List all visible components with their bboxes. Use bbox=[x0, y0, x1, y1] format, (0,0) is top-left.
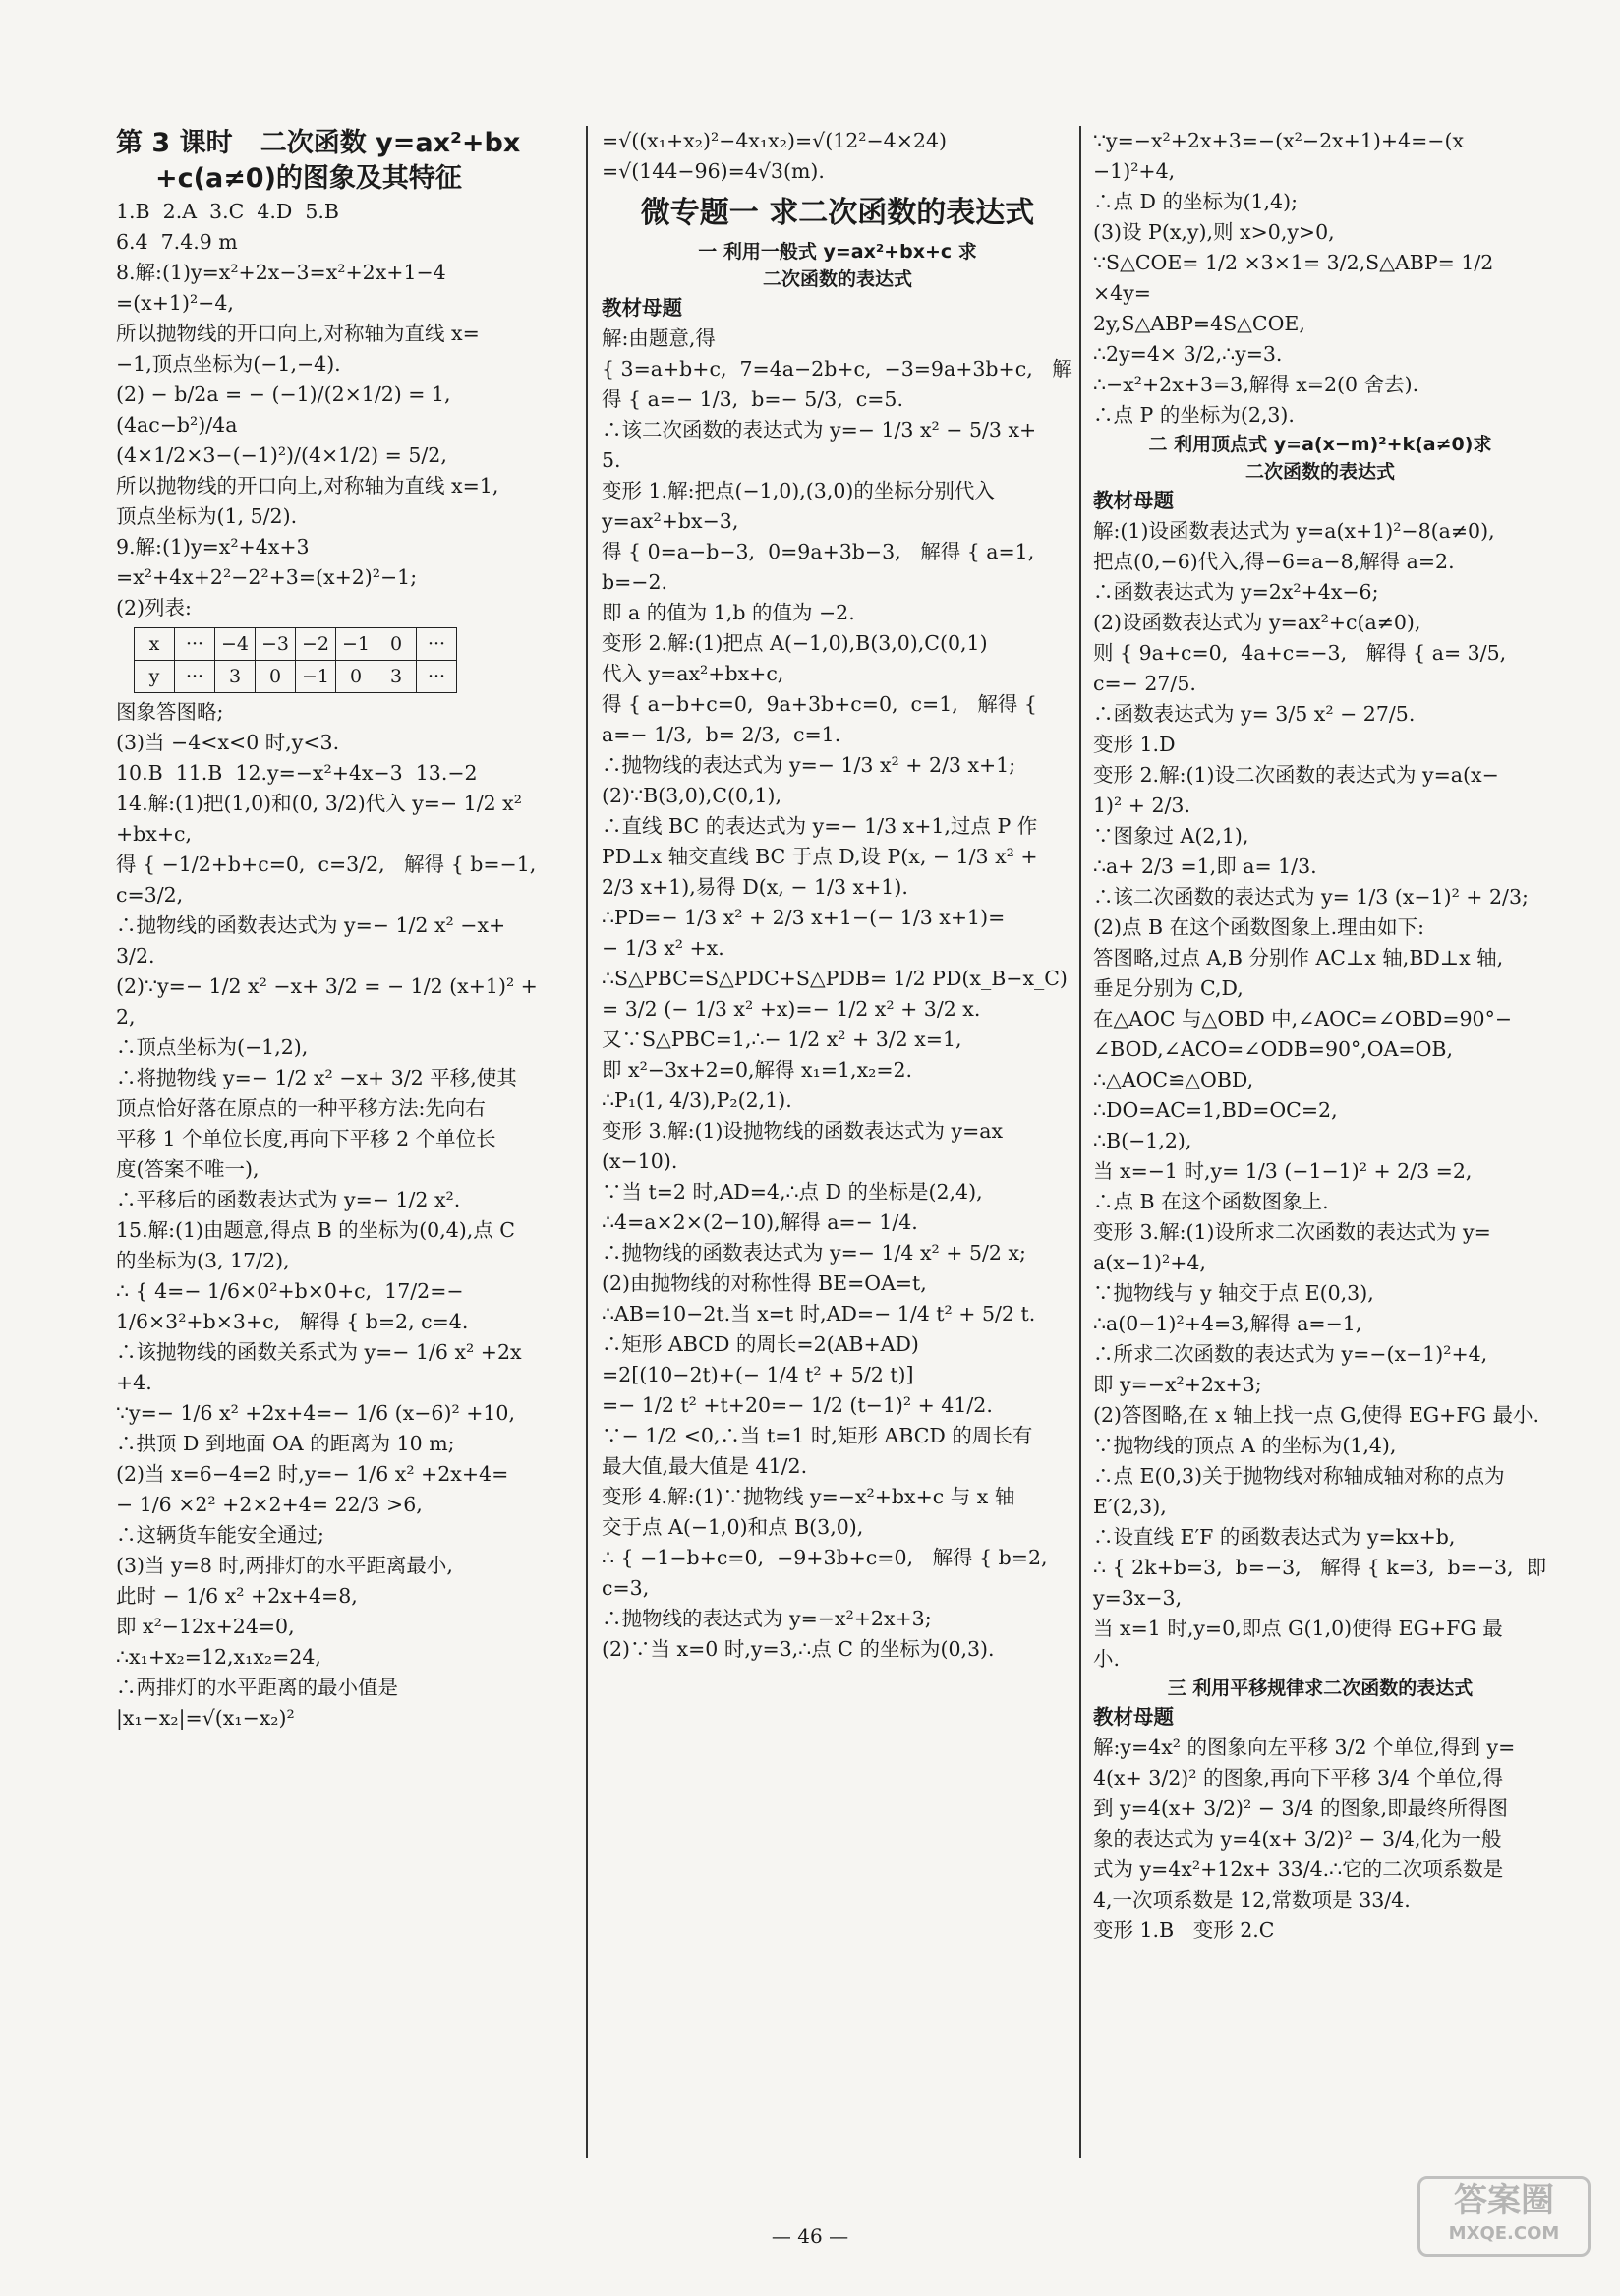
answer-line: 6.4 7.4.9 m bbox=[116, 230, 238, 254]
answer-line: ∵y=− 1/6 x² +2x+4=− 1/6 (x−6)² +10, bbox=[116, 1401, 515, 1425]
answer-lines bbox=[1093, 486, 1553, 1675]
answer-line: 即 x²−12x+24=0, bbox=[116, 1615, 295, 1638]
answer-line: =x²+4x+2²−2²+3=(x+2)²−1; bbox=[116, 565, 418, 589]
answer-line: = 3/2 (− 1/3 x² +x)=− 1/2 x² + 3/2 x. bbox=[602, 997, 981, 1021]
column-right bbox=[1093, 126, 1553, 2188]
answer-line: (2)∵B(3,0),C(0,1), bbox=[602, 784, 782, 807]
answer-line: ∴该二次函数的表达式为 y= 1/3 (x−1)² + 2/3; bbox=[1093, 885, 1529, 909]
table-cell: ··· bbox=[175, 661, 215, 693]
answer-line: 此时 − 1/6 x² +2x+4=8, bbox=[116, 1584, 358, 1608]
answer-line: ∴平移后的函数表达式为 y=− 1/2 x². bbox=[116, 1188, 461, 1211]
answer-line: 变形 1.解:把点(−1,0),(3,0)的坐标分别代入 bbox=[602, 479, 995, 502]
answer-line: 得 { −1/2+b+c=0, c=3/2, 解得 { b=−1, c=3/2, bbox=[116, 853, 550, 907]
table-cell: y bbox=[135, 661, 175, 693]
section-title: 三 利用平移规律求二次函数的表达式 bbox=[1167, 1678, 1474, 1699]
answer-line: 10.B 11.B 12.y=−x²+4x−3 13.−2 bbox=[116, 761, 478, 785]
answer-lines bbox=[602, 293, 1073, 1665]
answer-line: 2, bbox=[116, 1005, 136, 1029]
answer-line: ∴所求二次函数的表达式为 y=−(x−1)²+4, bbox=[1093, 1342, 1488, 1366]
answer-line: 又∵S△PBC=1,∴− 1/2 x² + 3/2 x=1, bbox=[602, 1028, 962, 1051]
answer-line: +4. bbox=[116, 1371, 152, 1394]
answer-line: 8.解:(1)y=x²+2x−3=x²+2x+1−4 bbox=[116, 261, 446, 284]
section-title-cont: 二次函数的表达式 bbox=[1244, 461, 1395, 483]
answer-line: 交于点 A(−1,0)和点 B(3,0), bbox=[602, 1515, 864, 1539]
table-cell: −1 bbox=[336, 628, 376, 661]
answer-line: ∵− 1/2 <0,∴当 t=1 时,矩形 ABCD 的周长有 bbox=[602, 1424, 1033, 1447]
answer-line: − 1/3 x² +x. bbox=[602, 936, 724, 960]
answer-line: 平移 1 个单位长度,再向下平移 2 个单位长 bbox=[116, 1127, 496, 1150]
answer-line: (3)设 P(x,y),则 x>0,y>0, bbox=[1093, 220, 1335, 244]
answer-line: 即 a 的值为 1,b 的值为 −2. bbox=[602, 601, 855, 624]
table-row-x bbox=[135, 628, 457, 661]
answer-line: (3)当 y=8 时,两排灯的水平距离最小, bbox=[116, 1554, 453, 1577]
column-divider bbox=[586, 126, 588, 2158]
answer-line: 解:(1)设函数表达式为 y=a(x+1)²−8(a≠0), bbox=[1093, 519, 1495, 543]
answer-line: (2)列表: bbox=[116, 596, 192, 619]
answer-line: ∴a(0−1)²+4=3,解得 a=−1, bbox=[1093, 1312, 1362, 1335]
answer-line: ∵抛物线与 y 轴交于点 E(0,3), bbox=[1093, 1281, 1374, 1305]
answer-line: ∠BOD,∠ACO=∠ODB=90°,OA=OB, bbox=[1093, 1037, 1453, 1061]
answer-line: 最大值,最大值是 41/2. bbox=[602, 1454, 808, 1478]
answer-line: ∴P₁(1, 4/3),P₂(2,1). bbox=[602, 1089, 792, 1112]
answer-line: (3)当 −4<x<0 时,y<3. bbox=[116, 731, 340, 754]
answer-line: 在△AOC 与△OBD 中,∠AOC=∠OBD=90°− bbox=[1093, 1007, 1513, 1030]
answer-line: 教材母题 bbox=[602, 296, 682, 320]
answer-line: ∴抛物线的函数表达式为 y=− 1/4 x² + 5/2 x; bbox=[602, 1241, 1026, 1265]
answer-lines bbox=[602, 126, 1073, 187]
answer-line: (4×1/2×3−(−1)²)/(4×1/2) = 5/2, bbox=[116, 443, 447, 467]
answer-line: 小. bbox=[1093, 1647, 1121, 1671]
column-left bbox=[116, 126, 570, 2188]
answer-line: ∴拱顶 D 到地面 OA 的距离为 10 m; bbox=[116, 1432, 455, 1455]
answer-line: ∴ { 4=− 1/6×0²+b×0+c, 17/2=− 1/6×3²+b×3+c, 解得 { b=2, c=4. bbox=[116, 1279, 471, 1333]
column-divider bbox=[1079, 126, 1081, 2158]
answer-line: 2/3 x+1),易得 D(x, − 1/3 x+1). bbox=[602, 875, 908, 899]
table-cell: −1 bbox=[296, 661, 336, 693]
answer-line: ∴ { 2k+b=3, b=−3, 解得 { k=3, b=−3, 即 y=3x−3, bbox=[1093, 1556, 1553, 1610]
answer-line: ∴x₁+x₂=12,x₁x₂=24, bbox=[116, 1645, 321, 1669]
answer-line: 得 { 0=a−b−3, 0=9a+3b−3, 解得 { a=1, b=−2. bbox=[602, 540, 1048, 594]
answer-line: |x₁−x₂|=√(x₁−x₂)² bbox=[116, 1706, 295, 1730]
answer-line: 教材母题 bbox=[1093, 489, 1174, 512]
answer-line: PD⊥x 轴交直线 BC 于点 D,设 P(x, − 1/3 x² + bbox=[602, 845, 1038, 868]
answer-lines bbox=[1093, 1702, 1547, 1946]
answer-line: ∵当 t=2 时,AD=4,∴点 D 的坐标是(2,4), bbox=[602, 1180, 983, 1204]
answer-line: ∴a+ 2/3 =1,即 a= 1/3. bbox=[1093, 854, 1317, 878]
answer-line: (2)答图略,在 x 轴上找一点 G,使得 EG+FG 最小. bbox=[1093, 1403, 1539, 1427]
answer-line: ∵y=−x²+2x+3=−(x²−2x+1)+4=−(x bbox=[1093, 129, 1465, 152]
answer-lines bbox=[1093, 126, 1547, 431]
answer-line: 得 { a−b+c=0, 9a+3b+c=0, c=1, 解得 { a=− 1/3, b= 2/3, c=1. bbox=[602, 692, 1044, 746]
answer-line: ∴该抛物线的函数关系式为 y=− 1/6 x² +2x bbox=[116, 1340, 522, 1364]
answer-line: ∴点 P 的坐标为(2,3). bbox=[1093, 403, 1295, 427]
value-table bbox=[134, 627, 457, 693]
answer-line: ∴△AOC≌△OBD, bbox=[1093, 1068, 1254, 1091]
answer-line: =− 1/2 t² +t+20=− 1/2 (t−1)² + 41/2. bbox=[602, 1393, 993, 1417]
answer-line: ∴点 E(0,3)关于抛物线对称轴成轴对称的点为 bbox=[1093, 1464, 1505, 1488]
watermark-logo bbox=[1418, 2176, 1591, 2257]
special-topic-title: 微专题一 求二次函数的表达式 bbox=[640, 196, 1035, 230]
answer-line: ∴顶点坐标为(−1,2), bbox=[116, 1035, 309, 1059]
answer-line: ∴4=a×2×(2−10),解得 a=− 1/4. bbox=[602, 1210, 918, 1234]
answer-line: 垂足分别为 C,D, bbox=[1093, 976, 1244, 1000]
answer-line: =(x+1)²−4, bbox=[116, 291, 234, 315]
answer-line: (2)由抛物线的对称性得 BE=OA=t, bbox=[602, 1271, 927, 1295]
answer-line: ∴矩形 ABCD 的周长=2(AB+AD) bbox=[602, 1332, 919, 1356]
answer-line: ∴函数表达式为 y=2x²+4x−6; bbox=[1093, 580, 1379, 604]
answer-line: ∴两排灯的水平距离的最小值是 bbox=[116, 1676, 398, 1699]
answer-line: 2y,S△ABP=4S△COE, bbox=[1093, 312, 1305, 335]
answer-line: ∴抛物线的表达式为 y=− 1/3 x² + 2/3 x+1; bbox=[602, 753, 1016, 777]
table-cell: ··· bbox=[175, 628, 215, 661]
answer-line: ∵S△COE= 1/2 ×3×1= 3/2,S△ABP= 1/2 ×4y= bbox=[1093, 251, 1500, 305]
answer-line: (2)当 x=6−4=2 时,y=− 1/6 x² +2x+4= bbox=[116, 1462, 509, 1486]
answer-line: 变形 2.解:(1)把点 A(−1,0),B(3,0),C(0,1) bbox=[602, 631, 988, 655]
answer-line: =√(144−96)=4√3(m). bbox=[602, 159, 825, 183]
answer-line: ∴函数表达式为 y= 3/5 x² − 27/5. bbox=[1093, 702, 1416, 726]
answer-line: 9.解:(1)y=x²+4x+3 bbox=[116, 535, 310, 559]
table-cell: x bbox=[135, 628, 175, 661]
answer-line: ∴抛物线的函数表达式为 y=− 1/2 x² −x+ bbox=[116, 913, 506, 937]
answer-line: ∴这辆货车能安全通过; bbox=[116, 1523, 324, 1547]
column-middle bbox=[602, 126, 1073, 2188]
answer-line: ∴−x²+2x+3=3,解得 x=2(0 舍去). bbox=[1093, 373, 1419, 396]
answer-line: (x−10). bbox=[602, 1149, 678, 1173]
answer-lines bbox=[116, 197, 570, 623]
answer-line: 所以抛物线的开口向上,对称轴为直线 x=1, bbox=[116, 474, 499, 498]
answer-line: ∵图象过 A(2,1), bbox=[1093, 824, 1249, 848]
answer-line: −1)²+4, bbox=[1093, 159, 1176, 183]
lesson-title: 第 3 课时 二次函数 y=ax²+bx bbox=[116, 128, 521, 158]
answer-line: ∴点 B 在这个函数图象上. bbox=[1093, 1190, 1329, 1213]
answer-line: ∴AB=10−2t.当 x=t 时,AD=− 1/4 t² + 5/2 t. bbox=[602, 1302, 1036, 1325]
answer-line: ∴抛物线的表达式为 y=−x²+2x+3; bbox=[602, 1607, 932, 1630]
watermark-url: MXQE.COM bbox=[1448, 2223, 1560, 2244]
answer-line: (2)∵y=− 1/2 x² −x+ 3/2 = − 1/2 (x+1)² + bbox=[116, 974, 538, 998]
answer-line: 4,一次项系数是 12,常数项是 33/4. bbox=[1093, 1888, 1411, 1912]
table-cell: 3 bbox=[215, 661, 256, 693]
answer-line: 教材母题 bbox=[1093, 1705, 1174, 1729]
answer-line: 解:y=4x² 的图象向左平移 3/2 个单位,得到 y= bbox=[1093, 1736, 1516, 1759]
answer-line: ∴B(−1,2), bbox=[1093, 1129, 1192, 1152]
answer-line: 变形 3.解:(1)设所求二次函数的表达式为 y= bbox=[1093, 1220, 1491, 1244]
table-cell: 0 bbox=[336, 661, 376, 693]
answer-line: 图象答图略; bbox=[116, 700, 224, 724]
answer-line: 代入 y=ax²+bx+c, bbox=[602, 662, 784, 685]
answer-line: 把点(0,−6)代入,得−6=a−8,解得 a=2. bbox=[1093, 550, 1455, 573]
answer-line: ∵抛物线的顶点 A 的坐标为(1,4), bbox=[1093, 1434, 1397, 1457]
table-cell: −2 bbox=[296, 628, 336, 661]
answer-line: 象的表达式为 y=4(x+ 3/2)² − 3/4,化为一般 bbox=[1093, 1827, 1502, 1851]
answer-line: ∴DO=AC=1,BD=OC=2, bbox=[1093, 1098, 1338, 1122]
answer-line: 度(答案不唯一), bbox=[116, 1157, 260, 1181]
answer-line: 1)² + 2/3. bbox=[1093, 794, 1190, 817]
answer-line: 变形 2.解:(1)设二次函数的表达式为 y=a(x− bbox=[1093, 763, 1499, 787]
answer-line: ∴PD=− 1/3 x² + 2/3 x+1−(− 1/3 x+1)= bbox=[602, 906, 1006, 929]
table-cell: −4 bbox=[215, 628, 256, 661]
answer-line: ∴2y=4× 3/2,∴y=3. bbox=[1093, 342, 1283, 366]
answer-line: 变形 3.解:(1)设抛物线的函数表达式为 y=ax bbox=[602, 1119, 1004, 1143]
answer-line: (2)∵当 x=0 时,y=3,∴点 C 的坐标为(0,3). bbox=[602, 1637, 995, 1661]
answer-line: −1,顶点坐标为(−1,−4). bbox=[116, 352, 341, 376]
answer-line: 答图略,过点 A,B 分别作 AC⊥x 轴,BD⊥x 轴, bbox=[1093, 946, 1504, 970]
answer-line: 当 x=−1 时,y= 1/3 (−1−1)² + 2/3 =2, bbox=[1093, 1159, 1473, 1183]
answer-line: 15.解:(1)由题意,得点 B 的坐标为(0,4),点 C bbox=[116, 1218, 515, 1242]
lesson-title-cont: +c(a≠0)的图象及其特征 bbox=[155, 163, 462, 194]
answer-line: ∴该二次函数的表达式为 y=− 1/3 x² − 5/3 x+ bbox=[602, 418, 1037, 442]
section-title-cont: 二次函数的表达式 bbox=[762, 268, 912, 290]
answer-line: 3/2. bbox=[116, 944, 155, 968]
answer-line: − 1/6 ×2² +2×2+4= 22/3 >6, bbox=[116, 1493, 423, 1516]
table-row-y bbox=[135, 661, 457, 693]
page-number: — 46 — bbox=[771, 2224, 849, 2248]
answer-line: 顶点坐标为(1, 5/2). bbox=[116, 504, 298, 528]
answer-line: 所以抛物线的开口向上,对称轴为直线 x= bbox=[116, 322, 480, 345]
answer-line: 则 { 9a+c=0, 4a+c=−3, 解得 { a= 3/5, c=− 27/5. bbox=[1093, 641, 1520, 695]
table-cell: 3 bbox=[376, 661, 417, 693]
answer-line: 变形 1.D bbox=[1093, 733, 1176, 756]
answer-line: (2)设函数表达式为 y=ax²+c(a≠0), bbox=[1093, 611, 1421, 634]
answer-line: 即 y=−x²+2x+3; bbox=[1093, 1373, 1262, 1396]
answer-line: 4(x+ 3/2)² 的图象,再向下平移 3/4 个单位,得 bbox=[1093, 1766, 1504, 1790]
section-title: 一 利用一般式 y=ax²+bx+c 求 bbox=[698, 241, 977, 263]
table-cell: 0 bbox=[256, 661, 296, 693]
answer-line: ∴S△PBC=S△PDC+S△PDB= 1/2 PD(x_B−x_C) bbox=[602, 967, 1068, 990]
answer-line: ∴直线 BC 的表达式为 y=− 1/3 x+1,过点 P 作 bbox=[602, 814, 1038, 838]
table-cell: −3 bbox=[256, 628, 296, 661]
answer-line: 到 y=4(x+ 3/2)² − 3/4 的图象,即最终所得图 bbox=[1093, 1796, 1509, 1820]
answer-line: 即 x²−3x+2=0,解得 x₁=1,x₂=2. bbox=[602, 1058, 913, 1082]
answer-line: 当 x=1 时,y=0,即点 G(1,0)使得 EG+FG 最 bbox=[1093, 1617, 1503, 1640]
answer-line: ∴设直线 E′F 的函数表达式为 y=kx+b, bbox=[1093, 1525, 1456, 1549]
answer-line: =√((x₁+x₂)²−4x₁x₂)=√(12²−4×24) bbox=[602, 129, 947, 152]
answer-line: 解:由题意,得 bbox=[602, 326, 716, 350]
answer-line: ∴点 D 的坐标为(1,4); bbox=[1093, 190, 1298, 213]
answer-line: =2[(10−2t)+(− 1/4 t² + 5/2 t)] bbox=[602, 1363, 914, 1386]
table-cell: ··· bbox=[417, 661, 457, 693]
answer-line: (2)点 B 在这个函数图象上.理由如下: bbox=[1093, 915, 1425, 939]
answer-line: +bx+c, bbox=[116, 822, 193, 846]
answer-line: ∴将抛物线 y=− 1/2 x² −x+ 3/2 平移,使其 bbox=[116, 1066, 517, 1089]
answer-line: (2) − b/2a = − (−1)/(2×1/2) = 1, (4ac−b²)/4a bbox=[116, 383, 464, 437]
answer-line: 14.解:(1)把(1,0)和(0, 3/2)代入 y=− 1/2 x² bbox=[116, 792, 522, 815]
answer-line: 1.B 2.A 3.C 4.D 5.B bbox=[116, 200, 339, 223]
answer-line: { 3=a+b+c, 7=4a−2b+c, −3=9a+3b+c, 解得 { a=− 1/3, b=− 5/3, c=5. bbox=[602, 357, 1072, 411]
watermark-text: 答案圈 bbox=[1454, 2181, 1554, 2220]
answer-line: 的坐标为(3, 17/2), bbox=[116, 1249, 290, 1272]
answer-line: 5. bbox=[602, 448, 621, 472]
answer-line: E′(2,3), bbox=[1093, 1495, 1167, 1518]
section-title: 二 利用顶点式 y=a(x−m)²+k(a≠0)求 bbox=[1148, 434, 1492, 455]
answer-line: y=ax²+bx−3, bbox=[602, 509, 739, 533]
table-cell: ··· bbox=[417, 628, 457, 661]
answer-line: 变形 4.解:(1)∵抛物线 y=−x²+bx+c 与 x 轴 bbox=[602, 1485, 1015, 1508]
answer-line: 变形 1.B 变形 2.C bbox=[1093, 1918, 1275, 1942]
answer-lines bbox=[116, 697, 570, 1734]
answer-line: 顶点恰好落在原点的一种平移方法:先向右 bbox=[116, 1096, 486, 1120]
answer-line: a(x−1)²+4, bbox=[1093, 1251, 1206, 1274]
table-cell: 0 bbox=[376, 628, 417, 661]
answer-line: 式为 y=4x²+12x+ 33/4.∴它的二次项系数是 bbox=[1093, 1857, 1504, 1881]
answer-line: ∴ { −1−b+c=0, −9+3b+c=0, 解得 { b=2, c=3, bbox=[602, 1546, 1061, 1600]
